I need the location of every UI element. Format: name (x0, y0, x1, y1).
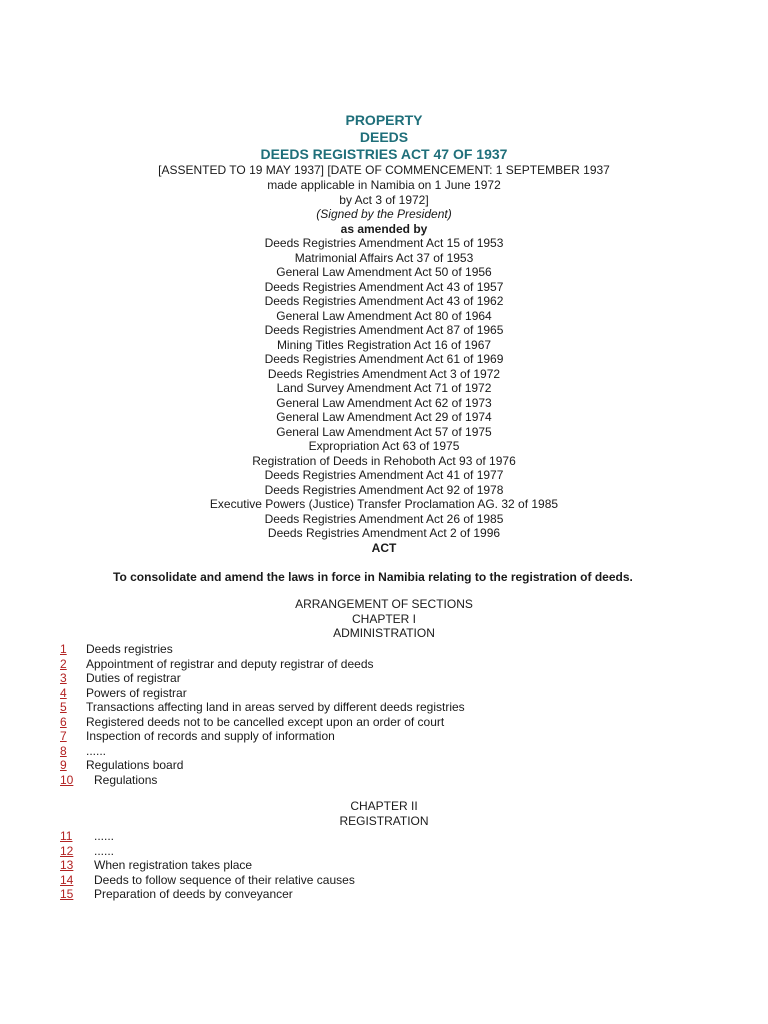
section-entry (60, 642, 465, 657)
amendment-item: Deeds Registries Amendment Act 2 of 1996 (267, 526, 501, 540)
section-title: ...... (86, 743, 107, 758)
title-block (0, 112, 768, 555)
amendments-list (0, 236, 768, 541)
amendment-item: Deeds Registries Amendment Act 87 of 1965 (264, 323, 504, 337)
amendment-item: General Law Amendment Act 57 of 1975 (276, 424, 492, 439)
amendment-item: Executive Powers (Justice) Transfer Proclamation AG. 32 of 1985 (209, 497, 559, 511)
chapter-1-title: ADMINISTRATION (333, 626, 435, 640)
section-title: Regulations board (86, 758, 184, 772)
by-act-line: by Act 3 of 1972] (339, 192, 429, 207)
section-entry (60, 657, 465, 672)
chapter-1-sections (60, 642, 465, 787)
act-title: DEEDS REGISTRIES ACT 47 OF 1937 (260, 146, 508, 162)
chapter-2-label: CHAPTER II (350, 799, 418, 813)
section-link[interactable]: 5 (60, 700, 67, 714)
title-deeds: DEEDS (359, 129, 409, 145)
section-entry (60, 671, 465, 686)
section-entry (60, 700, 465, 715)
amendment-item: Deeds Registries Amendment Act 43 of 1957 (264, 279, 504, 294)
act-label: ACT (371, 540, 397, 555)
section-entry (60, 858, 355, 873)
applicable-line: made applicable in Namibia on 1 June 1972 (267, 178, 501, 192)
amendment-item: Deeds Registries Amendment Act 43 of 1962 (264, 294, 504, 308)
section-title: Preparation of deeds by conveyancer (94, 887, 293, 901)
assented-line: [ASSENTED TO 19 MAY 1937] [DATE OF COMMENCEMENT: 1 SEPTEMBER 1937 (158, 163, 610, 177)
amendment-item: General Law Amendment Act 80 of 1964 (276, 308, 492, 323)
signed-line: (Signed by the President) (316, 207, 452, 221)
section-entry (60, 844, 355, 859)
section-link[interactable]: 2 (60, 656, 67, 671)
amendment-item: Deeds Registries Amendment Act 61 of 1969 (264, 352, 504, 366)
section-title: ...... (94, 829, 115, 843)
chapter-2-sections (60, 829, 355, 902)
amended-by-label: as amended by (340, 221, 428, 236)
section-link[interactable]: 14 (60, 872, 74, 887)
section-link[interactable]: 11 (60, 829, 73, 843)
section-entry (60, 829, 355, 844)
section-title: Registered deeds not to be cancelled except upon an order of court (86, 714, 445, 729)
section-title: Deeds registries (86, 642, 173, 656)
amendment-item: Expropriation Act 63 of 1975 (308, 439, 460, 453)
section-link[interactable]: 8 (60, 743, 67, 758)
section-entry (60, 773, 465, 788)
amendment-item: Deeds Registries Amendment Act 15 of 1953 (264, 236, 504, 250)
section-entry (60, 744, 465, 759)
section-entry (60, 873, 355, 888)
chapter-1-label: CHAPTER I (351, 611, 416, 626)
amendment-item: Deeds Registries Amendment Act 26 of 1985 (264, 511, 504, 526)
arrangement-heading: ARRANGEMENT OF SECTIONS (295, 597, 473, 611)
amendment-item: General Law Amendment Act 62 of 1973 (276, 395, 492, 410)
section-title: Regulations (94, 772, 158, 787)
amendment-item: General Law Amendment Act 29 of 1974 (276, 410, 492, 424)
title-property: PROPERTY (345, 112, 423, 128)
section-link[interactable]: 6 (60, 714, 67, 729)
section-title: Powers of registrar (86, 685, 187, 700)
amendment-item: Registration of Deeds in Rehoboth Act 93 of 1976 (252, 453, 516, 468)
section-link[interactable]: 13 (60, 858, 74, 872)
section-title: Appointment of registrar and deputy registrar of deeds (86, 656, 374, 671)
section-link[interactable]: 15 (60, 887, 74, 901)
section-link[interactable]: 7 (60, 729, 67, 743)
section-link[interactable]: 1 (60, 642, 67, 656)
section-title: When registration takes place (94, 858, 253, 872)
section-entry (60, 729, 465, 744)
amendment-item: Deeds Registries Amendment Act 92 of 1978 (264, 482, 504, 497)
section-title: Transactions affecting land in areas served by different deeds registries (86, 700, 465, 714)
section-entry (60, 715, 465, 730)
amendment-item: Matrimonial Affairs Act 37 of 1953 (294, 250, 474, 265)
long-title: To consolidate and amend the laws in force in Namibia relating to the registration of deeds. (113, 570, 633, 584)
section-title: ...... (94, 843, 115, 858)
amendment-item: Land Survey Amendment Act 71 of 1972 (276, 381, 492, 395)
section-entry (60, 686, 465, 701)
section-link[interactable]: 10 (60, 772, 74, 787)
section-entry (60, 758, 465, 773)
section-link[interactable]: 4 (60, 685, 67, 700)
section-title: Inspection of records and supply of information (86, 729, 335, 743)
section-title: Duties of registrar (86, 671, 181, 685)
chapter-2-title: REGISTRATION (339, 813, 429, 828)
section-title: Deeds to follow sequence of their relative causes (94, 872, 355, 887)
section-link[interactable]: 3 (60, 671, 67, 685)
amendment-item: Deeds Registries Amendment Act 41 of 1977 (264, 468, 504, 482)
section-entry (60, 887, 355, 902)
amendment-item: General Law Amendment Act 50 of 1956 (276, 265, 492, 279)
section-link[interactable]: 9 (60, 758, 67, 772)
amendment-item: Mining Titles Registration Act 16 of 1967 (276, 337, 492, 352)
arrangement-header (0, 597, 768, 641)
section-link[interactable]: 12 (60, 843, 74, 858)
amendment-item: Deeds Registries Amendment Act 3 of 1972 (267, 366, 501, 381)
chapter-2-header (0, 799, 768, 828)
